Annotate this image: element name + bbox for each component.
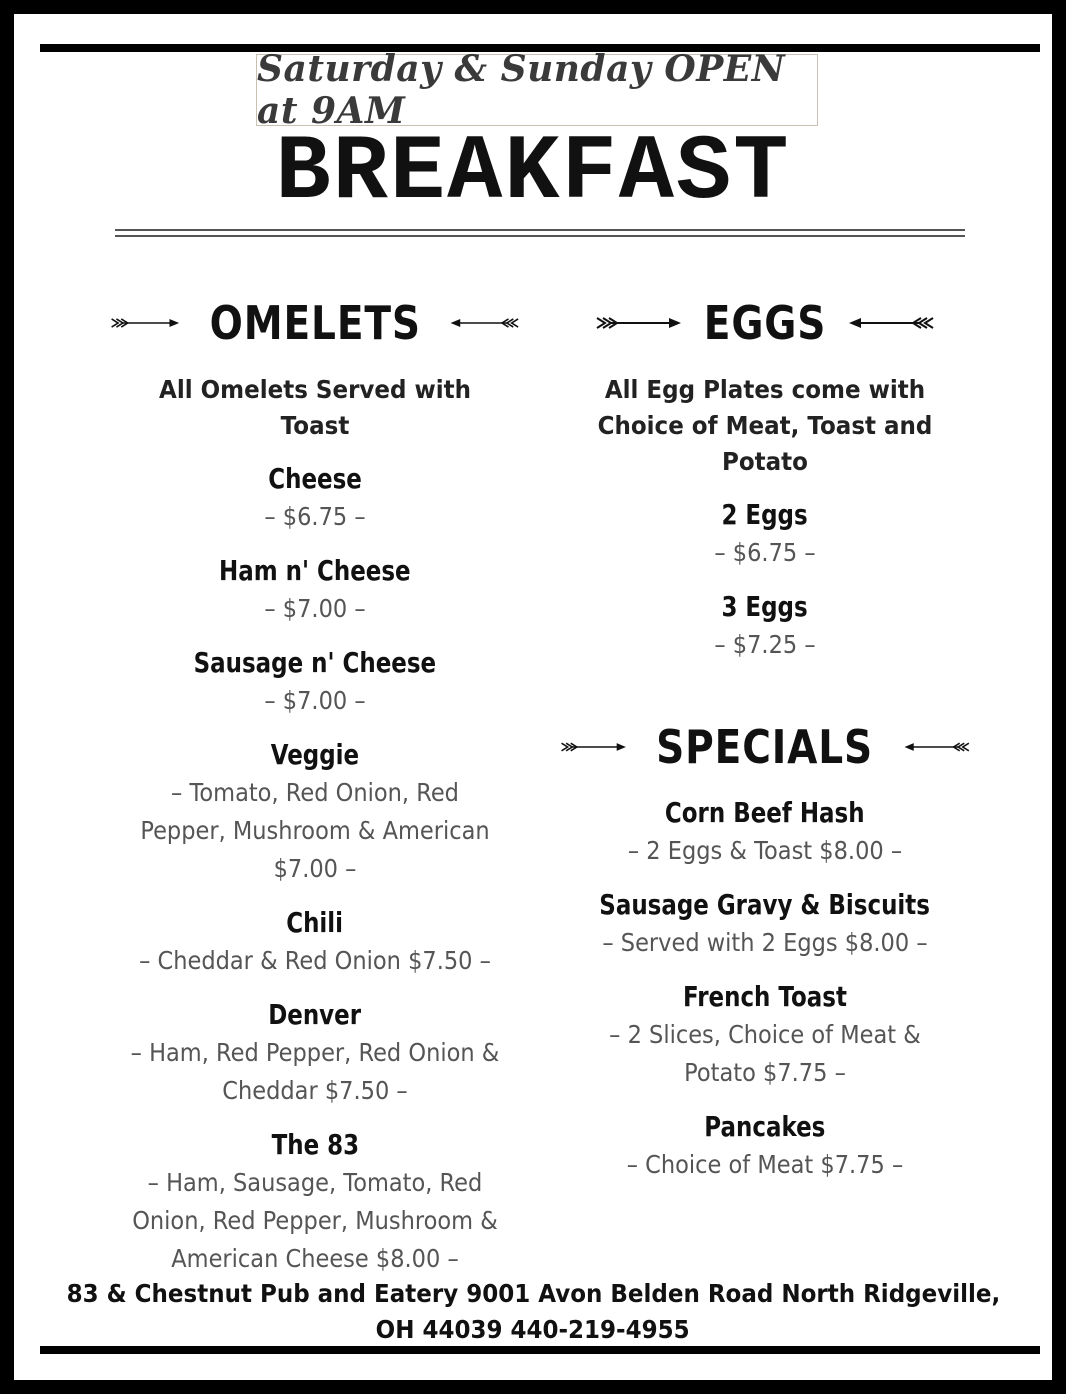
arrow-left-icon — [847, 315, 935, 331]
item-name: Pancakes — [704, 1110, 826, 1143]
item-description: – 2 Slices, Choice of Meat & Potato $7.75 – — [609, 1020, 921, 1087]
item-description: – Ham, Sausage, Tomato, Red Onion, Red Pepper, Mushroom & American Cheese $8.00 – — [132, 1168, 498, 1273]
eggs-note: All Egg Plates come with Choice of Meat, Toast and Potato — [597, 375, 933, 476]
address-footer — [0, 1276, 1066, 1348]
arrow-right-icon — [110, 315, 181, 331]
item-description: – Choice of Meat $7.75 – — [626, 1150, 904, 1179]
menu-item — [110, 628, 520, 720]
open-hours-banner — [256, 48, 818, 132]
item-description: – Tomato, Red Onion, Red Pepper, Mushroom & American $7.00 – — [140, 778, 490, 883]
eggs-section — [560, 292, 970, 1184]
arrow-right-icon — [595, 315, 683, 331]
omelets-section — [110, 292, 520, 1278]
item-description: – Ham, Red Pepper, Red Onion & Cheddar $7.50 – — [130, 1038, 500, 1105]
menu-item — [560, 962, 970, 1092]
arrow-left-icon — [449, 315, 520, 331]
arrow-right-icon — [560, 739, 627, 755]
item-name: The 83 — [271, 1128, 359, 1161]
item-name: 2 Eggs — [721, 498, 809, 531]
specials-heading: SPECIALS — [656, 720, 874, 774]
footer-line-1: 83 & Chestnut Pub and Eatery 9001 Avon Belden Road North Ridgeville, — [66, 1279, 1000, 1308]
footer-line-2: OH 44039 440-219-4955 — [376, 1315, 690, 1344]
item-description: – Cheddar & Red Onion $7.50 – — [139, 946, 491, 975]
eggs-heading-row — [560, 292, 970, 354]
item-price: – $6.75 – — [714, 538, 816, 567]
menu-item — [110, 888, 520, 980]
item-name: Sausage n' Cheese — [193, 646, 437, 679]
item-name: French Toast — [683, 980, 847, 1013]
omelets-heading: OMELETS — [209, 296, 421, 350]
item-description: – 2 Eggs & Toast $8.00 – — [627, 836, 903, 865]
omelets-heading-row — [110, 292, 520, 354]
item-name: Chili — [286, 906, 344, 939]
item-name: Ham n' Cheese — [219, 554, 411, 587]
bottom-rule — [40, 1346, 1040, 1354]
item-name: Sausage Gravy & Biscuits — [599, 888, 931, 921]
menu-item — [110, 536, 520, 628]
menu-item — [560, 572, 970, 664]
specials-heading-row — [560, 716, 970, 778]
item-name: Denver — [268, 998, 362, 1031]
eggs-heading: EGGS — [703, 296, 827, 350]
menu-item — [110, 720, 520, 888]
item-price: – $7.00 – — [264, 686, 366, 715]
item-description: – Served with 2 Eggs $8.00 – — [602, 928, 928, 957]
menu-title: BREAKFAST — [275, 120, 791, 225]
menu-item — [560, 870, 970, 962]
item-price: – $7.00 – — [264, 594, 366, 623]
item-price: – $7.25 – — [714, 630, 816, 659]
menu-item — [560, 1092, 970, 1184]
arrow-left-icon — [903, 739, 970, 755]
menu-item — [560, 778, 970, 870]
item-name: Cheese — [268, 462, 362, 495]
item-name: Corn Beef Hash — [665, 796, 865, 829]
menu-item — [110, 980, 520, 1110]
title-divider — [115, 229, 965, 231]
omelets-note: All Omelets Served with Toast — [159, 375, 471, 440]
menu-item — [110, 1110, 520, 1278]
title-divider-lower — [115, 235, 965, 237]
item-name: Veggie — [270, 738, 360, 771]
menu-item — [110, 444, 520, 536]
open-hours-text: Saturday & Sunday OPEN at 9AM — [257, 48, 786, 132]
menu-item — [560, 480, 970, 572]
item-price: – $6.75 – — [264, 502, 366, 531]
item-name: 3 Eggs — [721, 590, 809, 623]
